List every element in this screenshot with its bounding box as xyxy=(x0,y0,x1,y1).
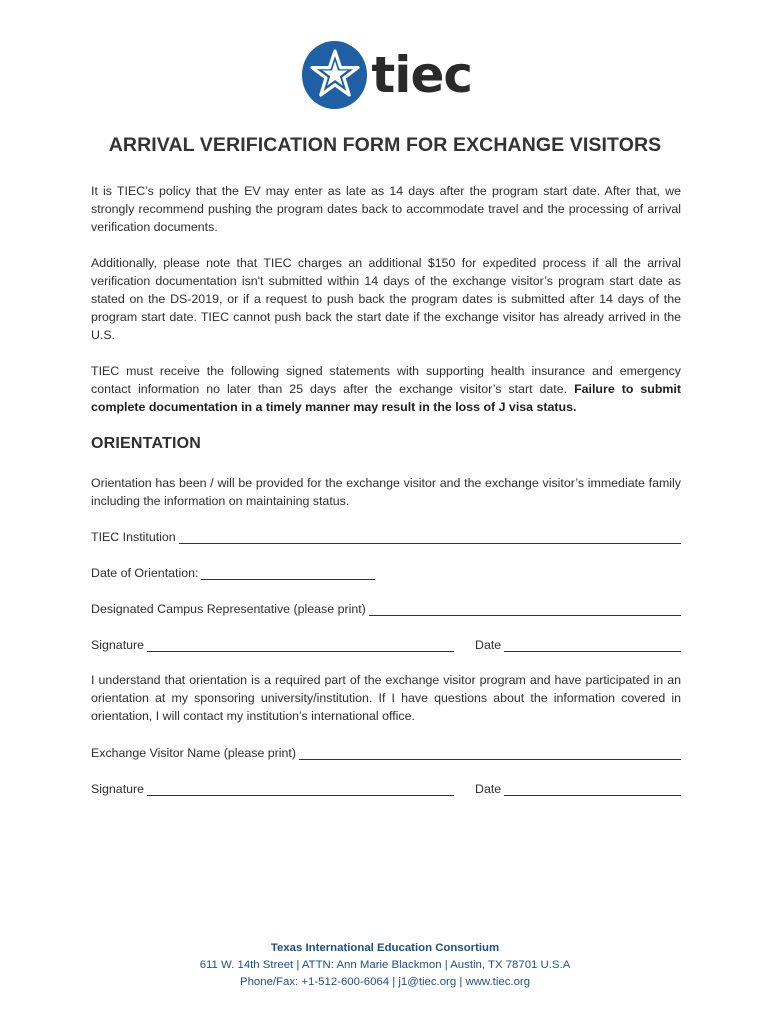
rep-signature-label: Signature xyxy=(91,638,145,652)
rep-signature-field xyxy=(91,634,454,652)
visitor-date-input-line[interactable] xyxy=(504,783,681,796)
institution-label: TIEC Institution xyxy=(91,530,176,544)
footer-org: Texas International Education Consortium xyxy=(270,942,500,954)
orientation-intro: Orientation has been / will be provided for the exchange visitor and the exchange visitor’s immediate family including the information on maintaining status. xyxy=(91,476,681,508)
deadline-paragraph xyxy=(91,362,681,416)
representative-input-line[interactable] xyxy=(369,603,681,616)
institution-input-line[interactable] xyxy=(179,531,681,544)
representative-label: Designated Campus Representative (please print) xyxy=(91,602,366,616)
visitor-date-field xyxy=(475,778,681,796)
orientation-date-input-line[interactable] xyxy=(201,567,375,580)
visitor-signature-label: Signature xyxy=(91,782,145,796)
orientation-date-field xyxy=(91,562,375,580)
visitor-signature-field xyxy=(91,778,454,796)
footer-contact: Phone/Fax: +1-512-600-6064 | j1@tiec.org | www.tiec.org xyxy=(239,976,531,988)
visitor-date-label: Date xyxy=(475,782,502,796)
institution-field xyxy=(91,526,681,544)
footer-address: 611 W. 14th Street | ATTN: Ann Marie Blackmon | Austin, TX 78701 U.S.A xyxy=(199,959,571,971)
tiec-logo xyxy=(302,40,472,110)
orientation-heading: ORIENTATION xyxy=(91,435,202,452)
star-icon xyxy=(302,41,367,109)
rep-signature-input-line[interactable] xyxy=(147,639,454,652)
fee-paragraph: Additionally, please note that TIEC charges an additional $150 for expedited process if all the arrival verification documentation isn't submitted within 14 days of the exchange visitor’s program start date as stated on the DS-2019, or if a request to push back the program dates is submitted after 14 days of the program start date. TIEC cannot push back the start date if the exchange visitor has already arrived in the U.S. xyxy=(91,256,681,342)
orientation-statement: I understand that orientation is a required part of the exchange visitor program and have participated in an orientation at my sponsoring university/institution. If I have questions about the information covered in orientation, I will contact my institution’s international office. xyxy=(91,673,681,723)
visitor-name-field xyxy=(91,742,681,760)
rep-date-label: Date xyxy=(475,638,502,652)
deadline-text: TIEC must receive the following signed statements with supporting health insurance and emergency contact information no later than 25 days after the exchange visitor’s start date. xyxy=(91,364,681,396)
orientation-date-label: Date of Orientation: xyxy=(91,566,199,580)
visitor-name-label: Exchange Visitor Name (please print) xyxy=(91,746,297,760)
deadline-warning: Failure to submit complete documentation in a timely manner may result in the loss of J visa status. xyxy=(91,382,682,414)
rep-date-field xyxy=(475,634,681,652)
rep-date-input-line[interactable] xyxy=(504,639,681,652)
visitor-name-input-line[interactable] xyxy=(299,747,681,760)
policy-paragraph: It is TIEC’s policy that the EV may enter as late as 14 days after the program start date. After that, we strongly recommend pushing the program dates back to accommodate travel and the processing of arrival verification documents. xyxy=(91,184,681,234)
page-title: ARRIVAL VERIFICATION FORM FOR EXCHANGE VISITORS xyxy=(108,134,662,156)
footer xyxy=(0,940,770,991)
representative-field xyxy=(91,598,681,616)
logo-wordmark: tiec xyxy=(371,46,472,104)
visitor-signature-input-line[interactable] xyxy=(147,783,454,796)
